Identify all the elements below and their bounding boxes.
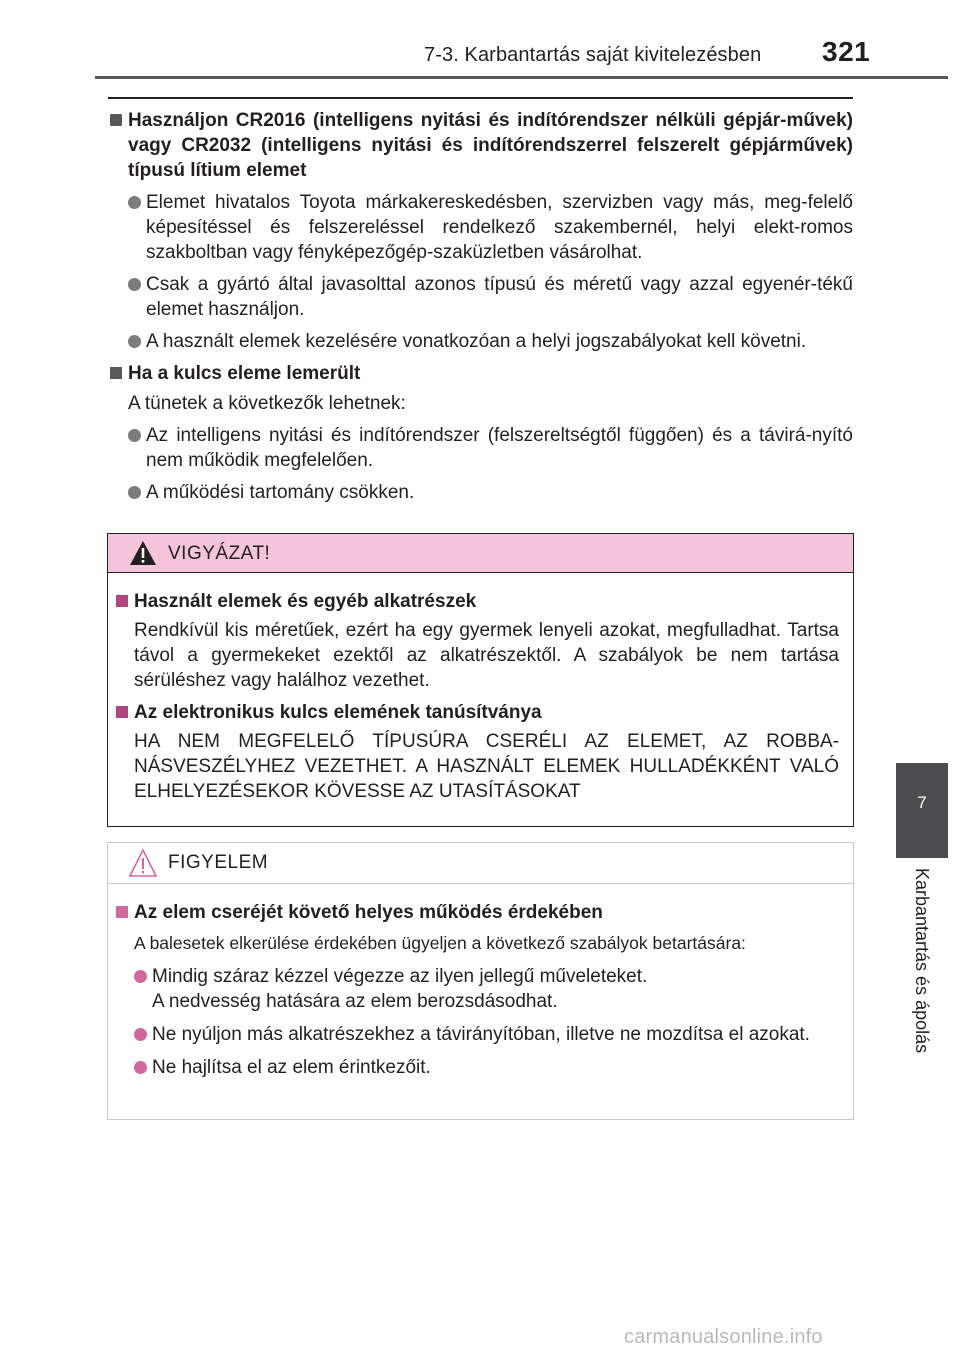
list-item: [114, 1055, 839, 1080]
list-item-text: Elemet hivatalos Toyota márkakereskedésben, szervizben vagy más, meg-felelő képesítéssel és felszereléssel rendelkező szakembernél, helyi elekt-romos szakboltban vagy fényképezőgép-szaküzletben vásárolhat.: [146, 192, 853, 263]
square-bullet-icon: [110, 114, 122, 126]
list-item-subtext: A nedvesség hatására az elem berozsdásodhat.: [152, 991, 558, 1012]
section-heading: [108, 108, 853, 183]
notice-header: [108, 843, 853, 884]
notice-box: [107, 842, 854, 1120]
list-item-text: Csak a gyártó által javasolttal azonos típusú és méretű vagy azzal egyenér-tékű elemet használjon.: [146, 274, 853, 320]
warning-triangle-icon: [128, 539, 158, 567]
notice-intro: A balesetek elkerülése érdekében ügyeljen a következő szabályok betartására:: [134, 933, 746, 953]
notice-heading: [114, 900, 839, 925]
notice-title: Az elem cseréjét követő helyes működés érdekében: [134, 902, 603, 923]
list-item-text: A használt elemek kezelésére vonatkozóan a helyi jogszabályokat kell követni.: [146, 331, 807, 352]
page-number: 321: [822, 36, 871, 67]
list-item-text: Mindig száraz kézzel végezze az ilyen jellegű műveleteket.: [152, 966, 648, 987]
warning-box: [107, 533, 854, 827]
round-bullet-icon: [134, 1028, 147, 1041]
list-item-text: Ne nyúljon más alkatrészekhez a távirányítóban, illetve ne mozdítsa el azokat.: [152, 1024, 810, 1045]
section-battery-depleted: [108, 361, 853, 505]
list-item: [108, 329, 853, 354]
square-bullet-icon: [116, 595, 128, 607]
warning-item-text: Rendkívül kis méretűek, ezért ha egy gyermek lenyeli azokat, megfulladhat. Tartsa távol a gyermekeket ezektől az alkatrészektől. A szabályok be nem tartása sérüléshez vagy halálhoz vezethet.: [134, 620, 839, 691]
list-item: [108, 423, 853, 473]
round-bullet-icon: [128, 486, 141, 499]
round-bullet-icon: [128, 335, 141, 348]
warning-item-text: HA NEM MEGFELELŐ TÍPUSÚRA CSERÉLI AZ ELEMET, AZ ROBBA-NÁSVESZÉLYHEZ VEZETHET. A HASZNÁLT ELEMEK HULLADÉKKÉNT VALÓ ELHELYEZÉSEKOR KÖVESSE AZ UTASÍTÁSOKAT: [134, 731, 839, 802]
round-bullet-icon: [128, 278, 141, 291]
list-item: [108, 480, 853, 505]
square-bullet-icon: [116, 706, 128, 718]
warning-item-title: Az elektronikus kulcs elemének tanúsítványa: [134, 702, 542, 723]
section-heading: [108, 361, 853, 386]
list-item: [114, 964, 839, 1014]
section-battery-type: [108, 108, 853, 354]
warning-header: [108, 534, 853, 573]
round-bullet-icon: [134, 970, 147, 983]
warning-item-title: Használt elemek és egyéb alkatrészek: [134, 591, 477, 612]
round-bullet-icon: [128, 429, 141, 442]
header-rule: [95, 76, 948, 79]
section-title: 7-3. Karbantartás saját kivitelezésben: [424, 44, 762, 66]
section-heading-text: Használjon CR2016 (intelligens nyitási és indítórendszer nélküli gépjár-művek) vagy CR2032 (intelligens nyitási és indítórendszerrel felszerelt gépjárművek) típusú lítium elemet: [128, 110, 853, 181]
section-intro: A tünetek a következők lehetnek:: [128, 393, 406, 414]
list-item: [114, 1022, 839, 1047]
content-top-rule: [108, 97, 853, 99]
notice-body: [108, 884, 853, 1080]
warning-item-heading: [114, 700, 839, 725]
warning-item: [114, 700, 839, 804]
notice-label: FIGYELEM: [168, 852, 269, 873]
list-item: [108, 272, 853, 322]
square-bullet-icon: [116, 906, 128, 918]
chapter-title: Karbantartás és ápolás: [912, 868, 932, 1054]
main-content: [108, 108, 853, 512]
warning-body: [108, 573, 853, 804]
warning-label: VIGYÁZAT!: [168, 543, 271, 564]
section-heading-text: Ha a kulcs eleme lemerült: [128, 363, 361, 384]
warning-item-heading: [114, 589, 839, 614]
round-bullet-icon: [134, 1061, 147, 1074]
watermark: carmanualsonline.info: [624, 1326, 823, 1348]
caution-triangle-icon: [128, 848, 158, 878]
list-item-text: A működési tartomány csökken.: [146, 482, 415, 503]
square-bullet-icon: [110, 367, 122, 379]
list-item-text: Ne hajlítsa el az elem érintkezőit.: [152, 1057, 431, 1078]
chapter-tab: [896, 763, 948, 858]
chapter-number: 7: [917, 793, 927, 812]
list-item: [108, 190, 853, 265]
round-bullet-icon: [128, 196, 141, 209]
list-item-text: Az intelligens nyitási és indítórendszer (felszereltségtől függően) és a távirá-nyító nem működik megfelelően.: [146, 425, 853, 471]
warning-item: [114, 589, 839, 693]
